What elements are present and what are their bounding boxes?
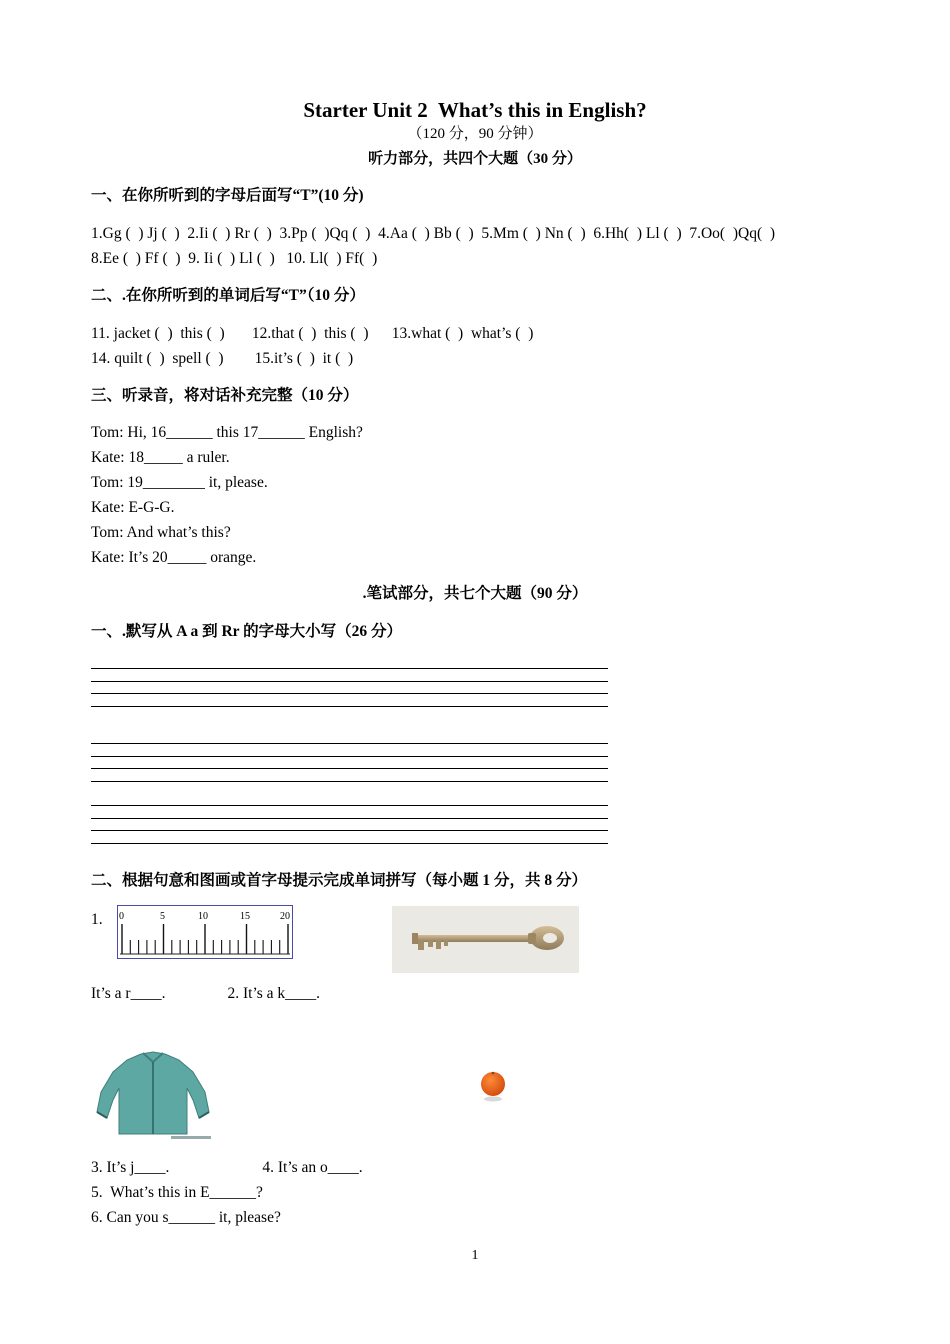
writing-heading: .笔试部分，共七个大题（90 分）: [362, 585, 588, 602]
dialogue-line: Kate: E-G-G.: [91, 499, 175, 516]
writing-line: [91, 830, 608, 831]
dialogue-line: Kate: It’s 20_____ orange.: [91, 549, 257, 566]
ruler-tick-label: 10: [198, 911, 208, 922]
writing-line: [91, 843, 608, 844]
ruler-tick-label: 5: [160, 911, 165, 922]
dialogue-line: Tom: Hi, 16______ this 17______ English?: [91, 424, 363, 441]
listening-part1-line1: 1.Gg ( ) Jj ( ) 2.Ii ( ) Rr ( ) 3.Pp ( )Qq ( ) 4.Aa ( ) Bb ( ) 5.Mm ( ) Nn ( ) 6.Hh( ) Ll ( ) 7.Oo( )Qq( ): [91, 225, 776, 242]
question-number: 1.: [91, 911, 103, 928]
ruler-icon: [117, 905, 293, 959]
listening-part1-line2: 8.Ee ( ) Ff ( ) 9. Ii ( ) Ll ( ) 10. Ll( ) Ff( ): [91, 250, 378, 267]
question-6: 6. Can you s______ it, please?: [91, 1209, 281, 1226]
writing-line: [91, 756, 608, 757]
writing-part1-heading: 一、.默写从 A a 到 Rr 的字母大小写（26 分）: [91, 623, 403, 640]
writing-line: [91, 693, 608, 694]
writing-line: [91, 781, 608, 782]
score-time-note: （120 分，90 分钟）: [407, 126, 543, 142]
jacket-icon: [93, 1048, 215, 1142]
ruler-tick-label: 20: [280, 911, 290, 922]
key-icon: [392, 906, 579, 973]
writing-line: [91, 706, 608, 707]
writing-line: [91, 743, 608, 744]
writing-line: [91, 768, 608, 769]
listening-part2-heading: 二、.在你所听到的单词后写“T”（10 分）: [91, 287, 365, 304]
dialogue-line: Tom: 19________ it, please.: [91, 474, 268, 491]
writing-line: [91, 681, 608, 682]
question-5: 5. What’s this in E______?: [91, 1184, 263, 1201]
listening-part2-line1: 11. jacket ( ) this ( ) 12.that ( ) this ( ) 13.what ( ) what’s ( ): [91, 325, 534, 342]
listening-part3-heading: 三、听录音，将对话补充完整（10 分）: [91, 387, 359, 404]
ruler-tick-label: 15: [240, 911, 250, 922]
listening-part1-heading: 一、在你所听到的字母后面写“T”(10 分): [91, 187, 364, 204]
writing-line: [91, 805, 608, 806]
page-title: Starter Unit 2 What’s this in English?: [303, 98, 647, 122]
listening-part2-line2: 14. quilt ( ) spell ( ) 15.it’s ( ) it ( ): [91, 350, 354, 367]
listening-heading: 听力部分，共四个大题（30 分）: [368, 151, 582, 167]
dialogue-line: Kate: 18_____ a ruler.: [91, 449, 230, 466]
orange-icon: [479, 1067, 507, 1103]
writing-part2-heading: 二、根据句意和图画或首字母提示完成单词拼写（每小题 1 分，共 8 分）: [91, 872, 588, 889]
ruler-tick-label: 0: [119, 911, 124, 922]
writing-line: [91, 818, 608, 819]
question-row-1-2: It’s a r____. 2. It’s a k____.: [91, 985, 321, 1002]
page-number: 1: [471, 1248, 479, 1263]
question-row-3-4: 3. It’s j____. 4. It’s an o____.: [91, 1159, 363, 1176]
writing-line: [91, 668, 608, 669]
dialogue-line: Tom: And what’s this?: [91, 524, 231, 541]
